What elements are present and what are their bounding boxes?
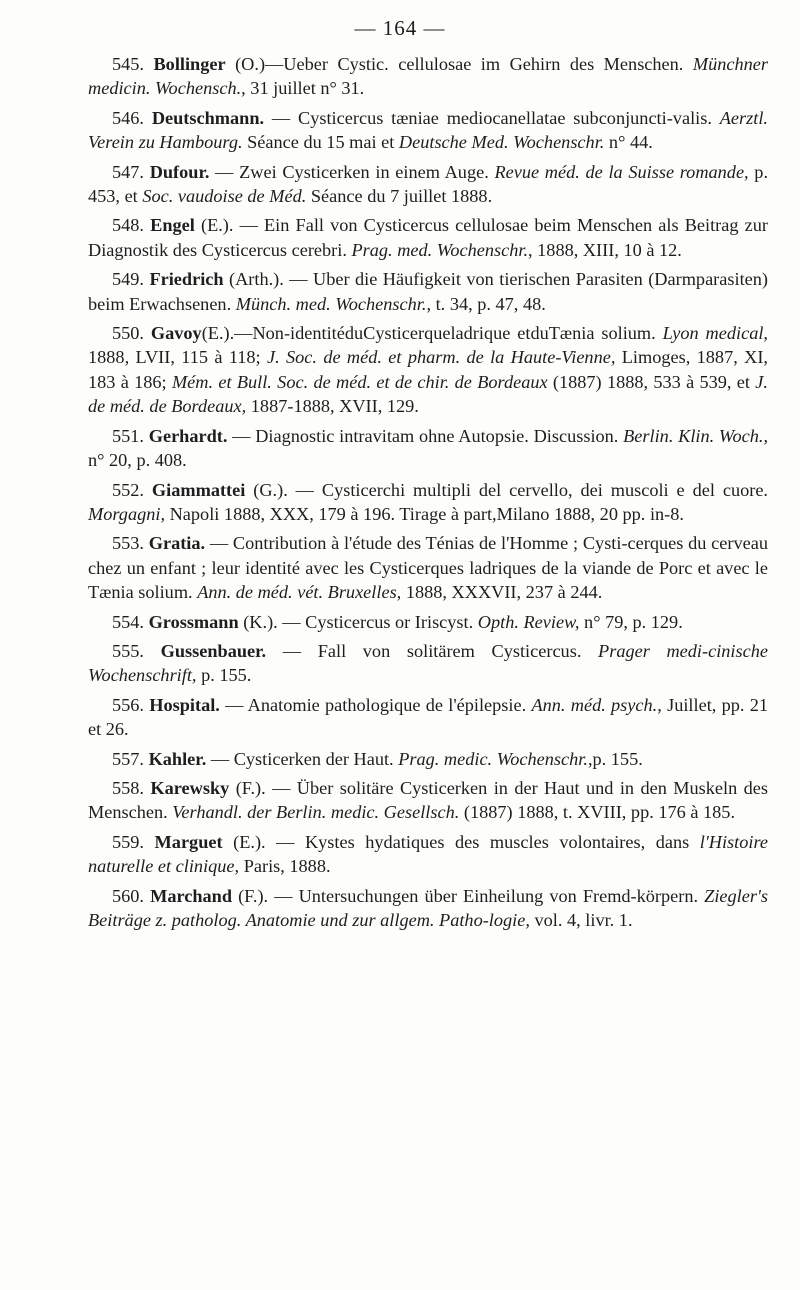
entry-text: — Cysticercus tæniae mediocanellatae subconjuncti-valis. xyxy=(264,107,720,128)
entry-publication: l'Histoire naturelle et clinique, xyxy=(88,831,769,877)
entry-publication: J. de méd. de Bordeaux, xyxy=(88,371,768,417)
entry-author: Gratia. xyxy=(148,533,206,554)
entry-publication: Revue méd. de la Suisse romande, xyxy=(494,161,749,182)
entry-text: Séance du 7 juillet 1888. xyxy=(306,186,493,207)
entry-number: 556. xyxy=(112,694,150,715)
entry-number: 546. xyxy=(112,107,152,128)
entry-text: (E.). — Kystes hydatiques des muscles volontaires, dans xyxy=(222,831,700,852)
bibliography-entry xyxy=(88,531,768,604)
entry-text: Paris, 1888. xyxy=(239,856,331,877)
entry-text: p. 155. xyxy=(196,665,252,686)
entry-publication: Münch. med. Wochenschr. xyxy=(235,293,427,314)
entry-text: , 1888, XIII, 10 à 12. xyxy=(528,239,682,260)
entry-author: Hospital. xyxy=(149,694,220,715)
entry-publication: Berlin. Klin. Woch. xyxy=(623,425,764,446)
entry-text: (G.). — Cysticerchi multipli del cervello, dei muscoli e del cuore. xyxy=(245,479,769,500)
entry-number: 552. xyxy=(112,479,152,500)
entry-author: Gavoy xyxy=(150,323,202,344)
entry-publication: Deutsche Med. Wochenschr. xyxy=(398,132,605,153)
entry-number: 547. xyxy=(112,161,150,182)
entry-publication: Soc. vaudoise de Méd. xyxy=(142,186,307,207)
entry-author: Marchand xyxy=(150,885,233,906)
entry-publication: Lyon medical, xyxy=(662,323,768,344)
bibliography-entry xyxy=(88,884,768,933)
entry-publication: Ziegler's Beiträge z. patholog. Anatomie und zur allgem. Patho-logie, xyxy=(88,885,768,930)
entry-text: , 31 juillet n° 31. xyxy=(241,78,365,99)
entry-text: — Contribution à l'étude des Ténias de l'Homme ; Cysti-cerques du cerveau chez un enfant ; leur identité avec les Cysticerques ladriques de la viande de Porc et avec le Tænia solium. xyxy=(88,533,768,603)
entry-number: 560. xyxy=(112,885,151,906)
bibliography-list xyxy=(88,52,768,937)
entry-publication: Aerztl. Verein zu Hambourg. xyxy=(88,107,768,153)
entry-number: 551. xyxy=(112,425,149,446)
entry-author: Marguet xyxy=(154,831,223,852)
entry-number: 548. xyxy=(112,215,151,236)
entry-author: Karewsky xyxy=(150,777,230,798)
entry-publication: Ann. méd. psych. xyxy=(531,694,658,715)
bibliography-entry xyxy=(88,52,768,101)
bibliography-entry xyxy=(88,639,768,688)
page-number: — 164 — xyxy=(354,16,446,40)
entry-publication: Ann. de méd. vét. Bruxelles, xyxy=(197,582,402,603)
entry-text: 1888, LVII, 115 à 118; xyxy=(88,347,267,368)
bibliography-entry xyxy=(88,106,768,155)
entry-text: (E.). — Ein Fall von Cysticercus cellulosae beim Menschen als Beitrag zur Diagnostik des Cysticercus cerebri. xyxy=(88,215,769,260)
entry-number: 553. xyxy=(112,533,149,554)
entry-text: ,p. 155. xyxy=(587,748,643,769)
entry-text: p. 453, et xyxy=(88,161,769,207)
entry-author: Grossmann xyxy=(148,611,239,632)
entry-text: 1888, XXXVII, 237 à 244. xyxy=(401,582,603,603)
entry-publication: Prager medi-cinische Wochenschrift, xyxy=(88,640,768,686)
entry-publication: Prag. med. Wochenschr. xyxy=(351,239,529,260)
entry-publication: Mém. et Bull. Soc. de méd. et de chir. de Bordeaux xyxy=(171,371,548,392)
entry-author: Kahler. xyxy=(148,748,207,769)
entry-number: 545. xyxy=(112,54,154,74)
entry-text: Napoli 1888, XXX, 179 à 196. Tirage à part,Milano 1888, 20 pp. in-8. xyxy=(165,503,684,524)
entry-text: (O.)—Ueber Cystic. cellulosae im Gehirn des Menschen. xyxy=(225,54,693,74)
entry-text: — Anatomie pathologique de l'épilepsie. xyxy=(219,694,532,715)
entry-author: Deutschmann. xyxy=(151,107,265,128)
bibliography-entry xyxy=(88,747,768,771)
entry-publication: Prag. medic. Wochenschr. xyxy=(398,748,588,769)
entry-publication: Morgagni, xyxy=(88,503,166,524)
entry-text: n° 79, p. 129. xyxy=(579,611,683,632)
bibliography-entry xyxy=(88,478,768,527)
entry-author: Gussenbauer. xyxy=(160,640,267,661)
entry-publication: J. Soc. de méd. et pharm. de la Haute-Vienne, xyxy=(266,347,616,368)
entry-number: 559. xyxy=(112,831,155,852)
entry-text: (E.).—Non-identitéduCysticerqueladrique etduTænia solium. xyxy=(201,323,663,344)
entry-author: Friedrich xyxy=(149,269,224,290)
entry-number: 549. xyxy=(112,269,150,290)
entry-text: (Arth.). — Uber die Häufigkeit von tierischen Parasiten (Darmparasiten) beim Erwachsenen. xyxy=(88,269,768,314)
entry-publication: Opth. Review, xyxy=(477,611,580,632)
entry-number: 554. xyxy=(112,611,149,632)
bibliography-entry xyxy=(88,693,768,742)
entry-text: (K.). — Cysticercus or Iriscyst. xyxy=(238,611,478,632)
entry-number: 558. xyxy=(112,777,151,798)
entry-text: (F.). — Untersuchungen über Einheilung von Fremd-körpern. xyxy=(232,885,705,906)
bibliography-entry xyxy=(88,610,768,634)
entry-text: Limoges, 1887, XI, 183 à 186; xyxy=(88,347,768,392)
entry-text: , n° 20, p. 408. xyxy=(88,425,769,471)
entry-publication: Verhandl. der Berlin. medic. Gesellsch. xyxy=(172,802,460,823)
bibliography-entry xyxy=(88,160,768,209)
entry-publication: Münchner medicin. Wochensch. xyxy=(88,54,769,99)
entry-text: , Juillet, pp. 21 et 26. xyxy=(88,694,769,740)
entry-author: Gerhardt. xyxy=(148,425,228,446)
entry-author: Bollinger xyxy=(153,54,226,74)
bibliography-entry xyxy=(88,776,768,825)
entry-text: (F.). — Über solitäre Cysticerken in der Haut und in den Muskeln des Menschen. xyxy=(88,777,769,823)
bibliography-entry xyxy=(88,321,768,419)
entry-number: 555. xyxy=(112,640,161,661)
entry-text: 1887-1888, XVII, 129. xyxy=(246,396,419,417)
bibliography-entry xyxy=(88,267,768,316)
entry-text: — Diagnostic intravitam ohne Autopsie. Discussion. xyxy=(227,425,624,446)
entry-number: 550. xyxy=(112,323,151,344)
entry-text: n° 44. xyxy=(604,132,653,153)
entry-author: Giammattei xyxy=(151,479,246,500)
entry-text: — Cysticerken der Haut. xyxy=(206,748,399,769)
entry-number: 557. xyxy=(112,748,149,769)
entry-text: — Fall von solitärem Cysticercus. xyxy=(266,640,599,661)
entry-text: vol. 4, livr. 1. xyxy=(529,910,633,930)
entry-author: Dufour. xyxy=(149,161,210,182)
bibliography-entry xyxy=(88,830,768,879)
entry-text: Séance du 15 mai et xyxy=(242,132,399,153)
entry-author: Engel xyxy=(150,215,195,236)
bibliography-entry xyxy=(88,213,768,262)
entry-text: (1887) 1888, 533 à 539, et xyxy=(547,371,756,392)
entry-text: — Zwei Cysticerken in einem Auge. xyxy=(209,161,495,182)
bibliography-entry xyxy=(88,424,768,473)
entry-text: , t. 34, p. 47, 48. xyxy=(426,293,546,314)
entry-text: (1887) 1888, t. XVIII, pp. 176 à 185. xyxy=(459,802,736,823)
